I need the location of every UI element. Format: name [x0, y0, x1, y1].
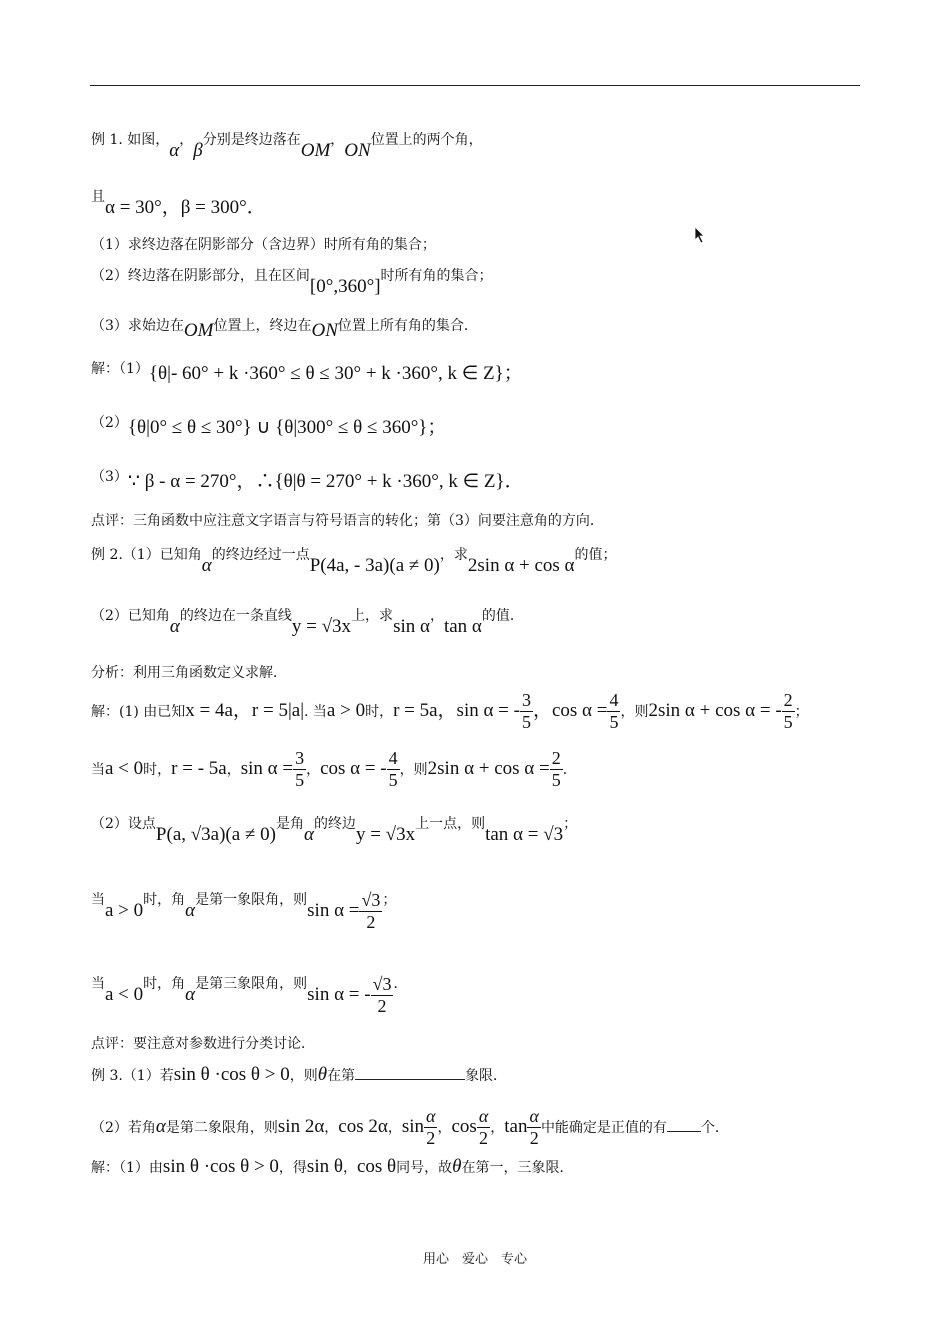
ex1-solution-2: （2）{θ|0° ≤ θ ≤ 30°} ∪ {θ|300° ≤ θ ≤ 360°}； — [91, 415, 447, 438]
solution-set-2: {θ|0° ≤ θ ≤ 30°} ∪ {θ|300° ≤ θ ≤ 360°}； — [127, 417, 447, 438]
ex1-intro: 例 1. 如图， — [91, 132, 170, 148]
fraction: $\frac{2}{5}$ — [783, 690, 793, 732]
ex2-comment: 点评：要注意对参数进行分类讨论． — [91, 1036, 315, 1052]
ex3-solution: 解：（1）由sin θ ·cos θ > 0，得sin θ，cos θ同号，故θ在第一，三象限． — [91, 1156, 574, 1177]
ex3-q2: （2）若角α是第二象限角，则sin 2α，cos 2α，sin $\frac{\alpha}{2}$ ，cos $\frac{\alpha}{2}$ ，tan $\frac{\alpha}{2}$ 中能确定是正值的有 个． — [91, 1106, 729, 1148]
ex1-question: 例 1. 如图，α，β分别是终边落在OM，ON位置上的两个角， — [91, 132, 483, 161]
ex2-case-positive: 当a > 0时，角α是第一象限角，则sin α = $\frac{√3}{2}$ ； — [91, 890, 397, 932]
fraction: $\frac{3}{5}$ — [295, 748, 305, 790]
fraction: $\frac{√3}{2}$ — [372, 974, 392, 1016]
solution-set-1: {θ|- 60° + k ·360° ≤ θ ≤ 30° + k ·360°, k ∈ Z}； — [148, 363, 523, 384]
fraction: $\frac{\alpha}{2}$ — [529, 1106, 539, 1148]
beta-symbol: β — [193, 140, 203, 161]
solution-set-3: ∵ β - α = 270°，∴{θ|θ = 270° + k ·360°, k ∈ Z}． — [127, 471, 524, 492]
fraction: $\frac{4}{5}$ — [388, 748, 398, 790]
ex1-q2: （2）终边落在阴影部分，且在区间[0°,360°]时所有角的集合； — [91, 268, 493, 297]
fraction: $\frac{4}{5}$ — [609, 690, 619, 732]
ex2-q1: 例 2.（1）已知角α的终边经过一点P(4a, - 3a)(a ≠ 0)，求2sin α + cos α的值； — [91, 547, 617, 576]
ex2-solution-1b: 当a < 0时，r = - 5a，sin α = $\frac{3}{5}$ ，cos α = - $\frac{4}{5}$ ，则2sin α + cos α = $\frac{2}{5}$ ． — [91, 748, 577, 790]
om-symbol: OM — [300, 140, 331, 161]
alpha-symbol: α — [169, 140, 180, 161]
mouse-cursor-icon — [694, 226, 706, 244]
ex1-solution-1: 解：（1）{θ|- 60° + k ·360° ≤ θ ≤ 30° + k ·360°, k ∈ Z}； — [91, 361, 523, 384]
answer-blank[interactable] — [667, 1117, 701, 1132]
ex1-comment: 点评：三角函数中应注意文字语言与符号语言的转化；第（3）问要注意角的方向． — [91, 513, 604, 529]
ex2-case-negative: 当a < 0时，角α是第三象限角，则sin α = - $\frac{√3}{2}$ ． — [91, 974, 408, 1016]
ex1-given: 且α = 30°，β = 300°． — [91, 189, 266, 218]
answer-blank[interactable] — [355, 1065, 465, 1080]
ex1-solution-3: （3）∵ β - α = 270°，∴{θ|θ = 270° + k ·360°, k ∈ Z}． — [91, 469, 524, 492]
fraction: $\frac{\alpha}{2}$ — [426, 1106, 436, 1148]
on-symbol: ON — [344, 140, 371, 161]
page-footer: 用心 爱心 专心 — [422, 1252, 527, 1267]
ex1-q3: （3）求始边在OM位置上，终边在ON位置上所有角的集合． — [91, 318, 478, 341]
interval: [0°,360°] — [309, 276, 381, 297]
ex3-q1: 例 3.（1）若sin θ ·cos θ > 0，则θ在第 象限． — [91, 1064, 508, 1085]
ex1-q1: （1）求终边落在阴影部分（含边界）时所有角的集合； — [91, 237, 436, 253]
point-p: P(4a, - 3a)(a ≠ 0) — [309, 555, 440, 576]
ex2-solution-2: （2）设点P(a, √3a)(a ≠ 0)是角α的终边y = √3x上一点，则tan α = √3； — [91, 816, 578, 845]
given-angles: α = 30°，β = 300°． — [105, 197, 266, 218]
fraction: $\frac{3}{5}$ — [521, 690, 531, 732]
fraction: $\frac{2}{5}$ — [551, 748, 561, 790]
ex2-analysis: 分析：利用三角函数定义求解． — [91, 665, 287, 681]
ex2-solution-1a: 解：(1) 由已知x = 4a，r = 5|a|. 当a > 0时，r = 5a，sin α = - $\frac{3}{5}$ ，cos α = $\frac{4}{5}$ ，则2sin α + cos α = - $\frac{2}{5}$ ； — [91, 690, 809, 732]
fraction: $\frac{\alpha}{2}$ — [478, 1106, 489, 1148]
fraction: $\frac{√3}{2}$ — [361, 890, 381, 932]
ex2-q2: （2）已知角α的终边在一条直线y = √3x上，求sin α，tan α的值． — [91, 608, 524, 637]
header-rule — [90, 85, 860, 86]
